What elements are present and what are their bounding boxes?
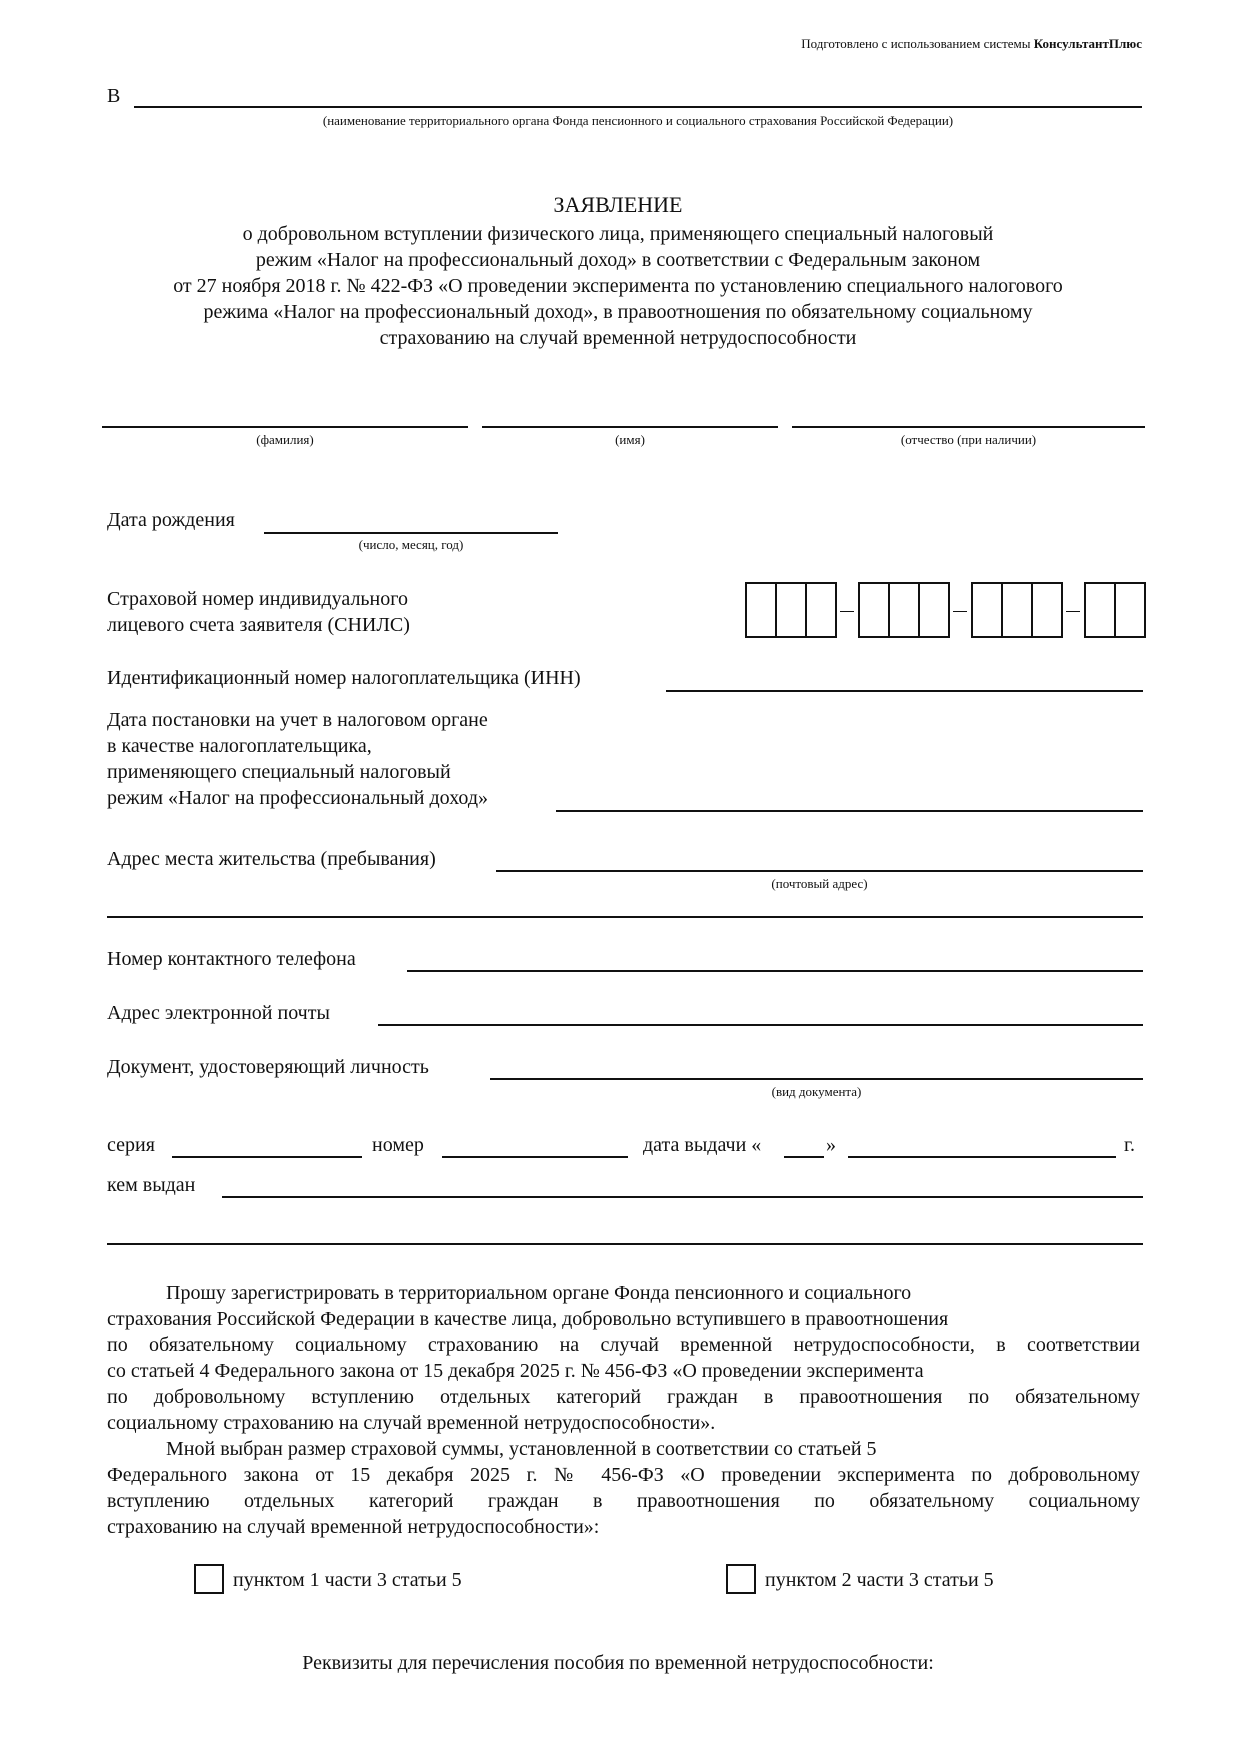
year-suffix: г. bbox=[1124, 1134, 1135, 1156]
birth-date-label: Дата рождения bbox=[107, 509, 235, 531]
number-line[interactable] bbox=[442, 1156, 628, 1158]
recipient-line[interactable] bbox=[134, 106, 1142, 108]
inn-line[interactable] bbox=[666, 690, 1143, 692]
name-caption: (имя) bbox=[615, 432, 645, 447]
number-label: номер bbox=[372, 1134, 424, 1156]
name-line[interactable] bbox=[482, 426, 778, 428]
surname-line[interactable] bbox=[102, 426, 468, 428]
reg-label-line-1: Дата постановки на учет в налоговом органе bbox=[107, 709, 488, 731]
snils-label-line-2: лицевого счета заявителя (СНИЛС) bbox=[107, 614, 410, 636]
snils-label-line-1: Страховой номер индивидуального bbox=[107, 588, 408, 610]
snils-group-2[interactable] bbox=[858, 582, 950, 638]
birth-date-caption: (число, месяц, год) bbox=[358, 537, 464, 552]
prepared-note bbox=[801, 36, 1142, 51]
option-1-label: пунктом 1 части 3 статьи 5 bbox=[233, 1569, 462, 1591]
phone-line[interactable] bbox=[407, 970, 1143, 972]
document-title: ЗАЯВЛЕНИЕ bbox=[553, 192, 683, 217]
id-doc-label: Документ, удостоверяющий личность bbox=[107, 1056, 429, 1078]
issued-by-label: кем выдан bbox=[107, 1174, 196, 1196]
issued-by-line-2[interactable] bbox=[107, 1243, 1143, 1245]
request-line-1: Прошу зарегистрировать в территориальном органе Фонда пенсионного и социального bbox=[166, 1282, 912, 1304]
request-line-4: со статьей 4 Федерального закона от 15 декабря 2025 г. № 456-ФЗ «О проведении эксперимента bbox=[107, 1360, 924, 1382]
snils-group-3[interactable] bbox=[971, 582, 1063, 638]
reg-label-line-4: режим «Налог на профессиональный доход» bbox=[107, 787, 489, 809]
issued-by-line[interactable] bbox=[222, 1196, 1143, 1198]
id-doc-line[interactable] bbox=[490, 1078, 1143, 1080]
request-line-2: страхования Российской Федерации в качестве лица, добровольно вступившего в правоотношения bbox=[107, 1308, 949, 1330]
title-line-3: от 27 ноября 2018 г. № 422-ФЗ «О проведении эксперимента по установлению специального налогового bbox=[173, 275, 1063, 297]
issue-day-line[interactable] bbox=[784, 1156, 824, 1158]
inn-label: Идентификационный номер налогоплательщика (ИНН) bbox=[107, 667, 581, 689]
sum-line-4: страхованию на случай временной нетрудоспособности»: bbox=[107, 1516, 600, 1538]
phone-label: Номер контактного телефона bbox=[107, 948, 356, 970]
snils-separator-3 bbox=[1066, 611, 1080, 612]
address-label: Адрес места жительства (пребывания) bbox=[107, 848, 436, 870]
reg-label-line-2: в качестве налогоплательщика, bbox=[107, 735, 372, 757]
sum-paragraph bbox=[107, 1436, 1140, 1540]
request-line-6: социальному страхованию на случай временной нетрудоспособности». bbox=[107, 1412, 716, 1434]
email-line[interactable] bbox=[378, 1024, 1143, 1026]
snils-group-4[interactable] bbox=[1084, 582, 1146, 638]
surname-caption: (фамилия) bbox=[256, 432, 314, 447]
title-line-1: о добровольном вступлении физического лица, применяющего специальный налоговый bbox=[242, 223, 994, 245]
address-line[interactable] bbox=[496, 870, 1143, 872]
sum-line-3: вступлению отдельных категорий граждан в правоотношения по обязательному социальному bbox=[107, 1490, 1140, 1512]
id-doc-caption: (вид документа) bbox=[771, 1084, 862, 1099]
series-line[interactable] bbox=[172, 1156, 362, 1158]
issue-date-quote-close: » bbox=[826, 1134, 836, 1156]
patronymic-caption: (отчество (при наличии) bbox=[900, 432, 1037, 447]
title-line-4: режима «Налог на профессиональный доход», в правоотношения по обязательному социальному bbox=[203, 301, 1033, 323]
issue-date-label: дата выдачи « bbox=[643, 1134, 762, 1156]
request-paragraph bbox=[107, 1280, 1140, 1436]
request-line-3: по обязательному социальному страхованию на случай временной нетрудоспособности, в соответствии bbox=[107, 1334, 1140, 1356]
issue-month-year-line[interactable] bbox=[848, 1156, 1116, 1158]
series-label: серия bbox=[107, 1134, 155, 1156]
patronymic-line[interactable] bbox=[792, 426, 1145, 428]
reg-label-line-3: применяющего специальный налоговый bbox=[107, 761, 451, 783]
prepared-brand: КонсультантПлюс bbox=[1033, 36, 1142, 51]
prepared-prefix: Подготовлено с использованием системы bbox=[801, 36, 1031, 51]
title-line-5: страхованию на случай временной нетрудоспособности bbox=[379, 327, 857, 349]
request-line-5: по добровольному вступлению отдельных категорий граждан в правоотношения по обязательному bbox=[107, 1386, 1140, 1408]
requisites-heading: Реквизиты для перечисления пособия по временной нетрудоспособности: bbox=[302, 1652, 934, 1674]
reg-date-line[interactable] bbox=[556, 810, 1143, 812]
snils-separator-1 bbox=[840, 611, 854, 612]
option-1-checkbox[interactable] bbox=[194, 1564, 224, 1594]
snils-group-1[interactable] bbox=[745, 582, 837, 638]
email-label: Адрес электронной почты bbox=[107, 1002, 330, 1024]
title-line-2: режим «Налог на профессиональный доход» в соответствии с Федеральным законом bbox=[255, 249, 981, 271]
option-2-label: пунктом 2 части 3 статьи 5 bbox=[765, 1569, 994, 1591]
option-2-checkbox[interactable] bbox=[726, 1564, 756, 1594]
sum-line-2: Федерального закона от 15 декабря 2025 г. № 456-ФЗ «О проведении эксперимента по добровольному bbox=[107, 1464, 1140, 1486]
snils-separator-2 bbox=[953, 611, 967, 612]
recipient-prefix: В bbox=[107, 85, 121, 107]
address-line-2[interactable] bbox=[107, 916, 1143, 918]
address-caption: (почтовый адрес) bbox=[771, 876, 868, 891]
recipient-caption: (наименование территориального органа Фонда пенсионного и социального страхования Российской Федерации) bbox=[322, 113, 954, 128]
sum-line-1: Мной выбран размер страховой суммы, установленной в соответствии со статьей 5 bbox=[166, 1438, 877, 1460]
birth-date-line[interactable] bbox=[264, 532, 558, 534]
